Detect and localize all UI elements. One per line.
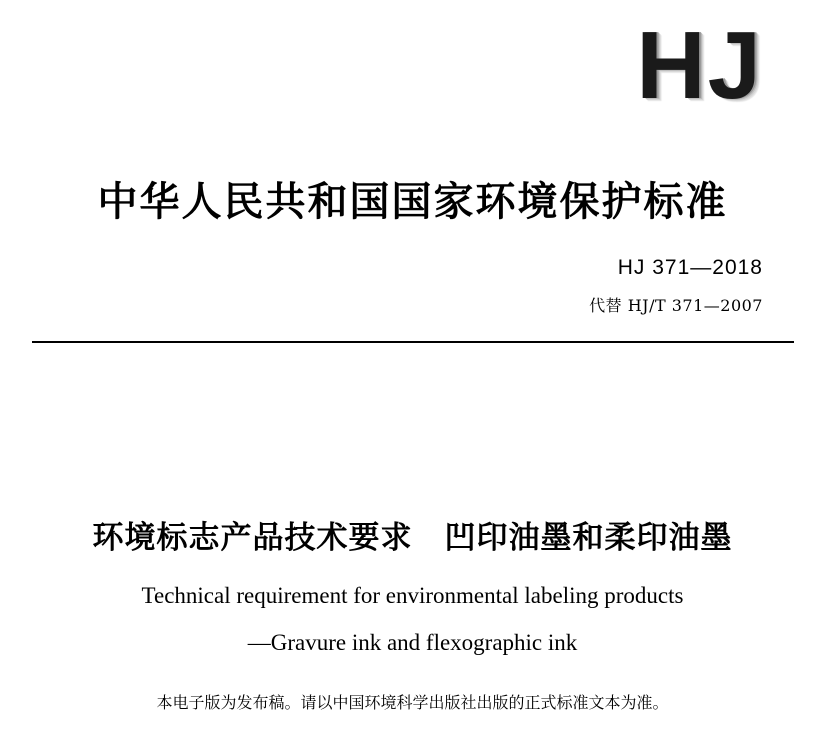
page-title: 中华人民共和国国家环境保护标准 — [97, 178, 728, 225]
subject-title-english-line2: —Gravure ink and flexographic ink — [247, 630, 578, 655]
subject-title-english-line1: Technical requirement for environmental labeling products — [141, 583, 684, 608]
hj-logo — [563, 12, 763, 138]
header-divider — [32, 341, 794, 343]
subject-title-chinese: 环境标志产品技术要求 凹印油墨和柔印油墨 — [92, 520, 733, 556]
standard-replaces: 代替 HJ/T 371—2007 — [589, 296, 763, 315]
standard-number: HJ 371—2018 — [617, 256, 763, 279]
publication-note: 本电子版为发布稿。请以中国环境科学出版社出版的正式标准文本为准。 — [156, 693, 669, 712]
hj-emblem-icon: HJ — [636, 12, 763, 119]
